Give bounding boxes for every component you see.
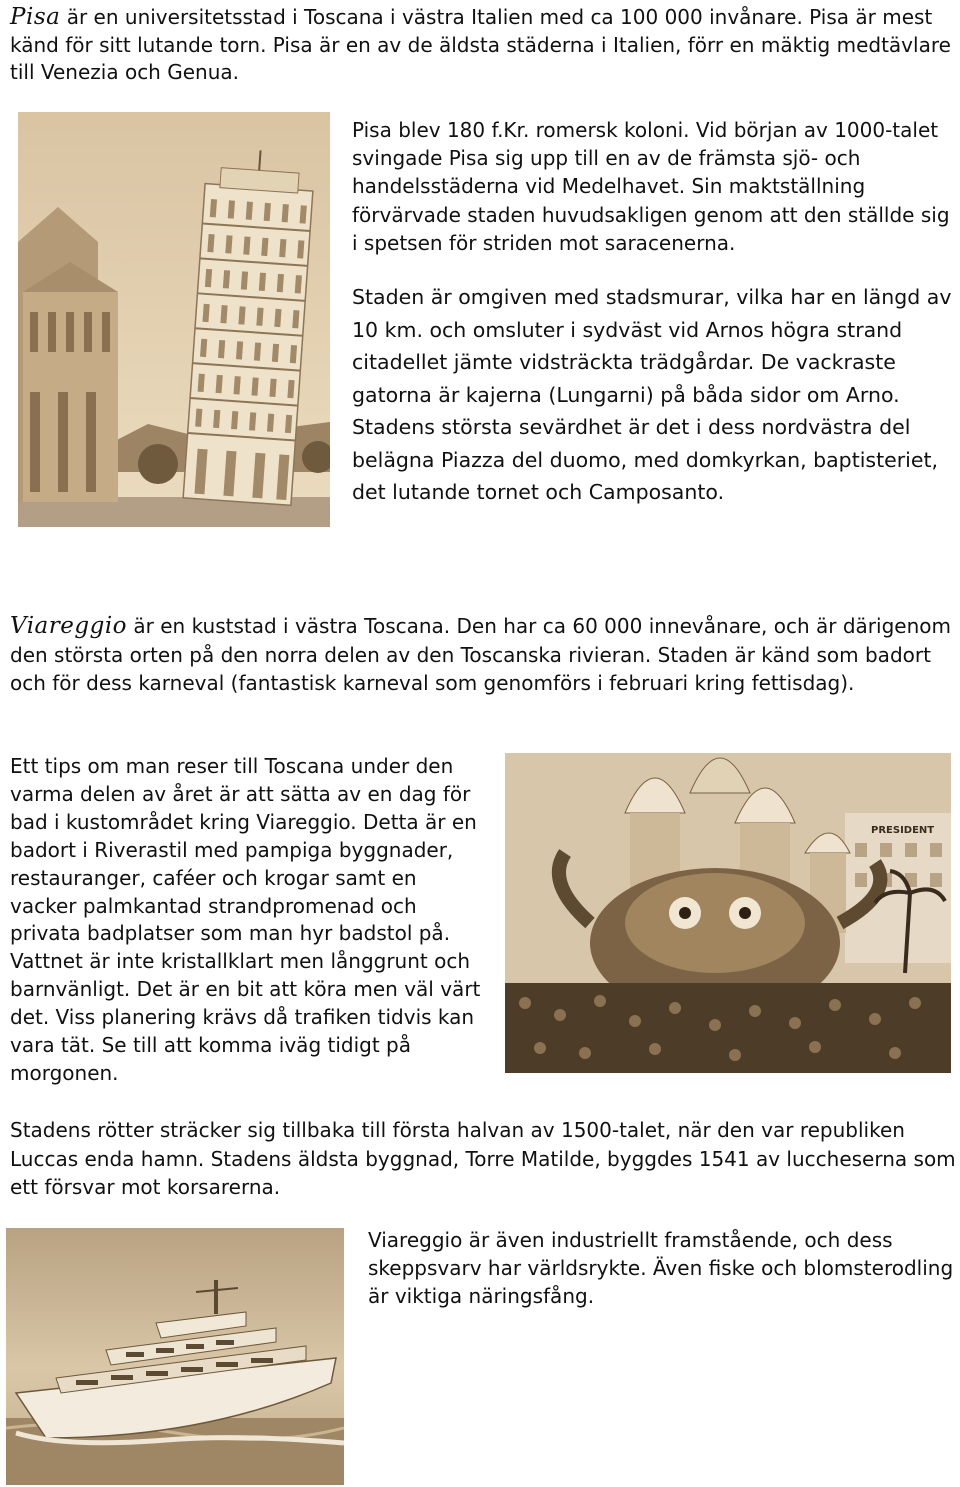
pisa-history: Pisa blev 180 f.Kr. romersk koloni. Vid början av 1000-talet svingade Pisa sig upp till en av de främsta sjö- och handelsstäderna vid Medelhavet. Sin maktställning förvärvade staden huvudsakligen genom att den ställde sig i spetsen för striden mot saracenerna. xyxy=(352,118,950,255)
viareggio-intro xyxy=(10,612,958,698)
leaning-tower-photo xyxy=(18,112,330,529)
pisa-lead-word: Pisa xyxy=(10,4,61,30)
viareggio-tips: Ett tips om man reser till Toscana under den varma delen av året är att sätta av en dag för bad i kustområdet kring Viareggio. Detta är en badort i Riverastil med pampiga byggnader, restauranger, caféer och krogar samt en vacker palmkantad strandpromenad och privata badplatser som man hyr badstol på. Vattnet är inte kristallklart men långgrunt och barnvänligt. Det är en bit att köra men väl värt det. Viss planering krävs då trafiken tidvis kan vara tät. Se till att komma iväg tidigt på morgonen. xyxy=(10,754,481,1085)
carnival-float-photo xyxy=(505,753,951,1073)
president-sign: PRESIDENT xyxy=(871,825,935,836)
pisa-walls: Staden är omgiven med stadsmurar, vilka har en längd av 10 km. och omsluter i sydväst vid Arnos högra strand citadellet jämte vidsträckta trädgårdar. De vackraste gatorna är kajerna (Lungarni) på båda sidor om Arno. Stadens största sevärdhet är det i dess nordvästra del belägna Piazza del duomo, med domkyrkan, baptisteriet, det lutande tornet och Camposanto. xyxy=(352,285,952,504)
viareggio-industry: Viareggio är även industriellt framstående, och dess skeppsvarv har världsrykte. Även fiske och blomsterodling är viktiga näringsfång. xyxy=(368,1228,954,1309)
pisa-intro xyxy=(10,4,958,87)
viareggio-roots: Stadens rötter sträcker sig tillbaka till första halvan av 1500-talet, när den var republiken Luccas enda hamn. Stadens äldsta byggnad, Torre Matilde, byggdes 1541 av luccheserna som ett försvar mot korsarerna. xyxy=(10,1118,956,1199)
viareggio-lead-word: Viareggio xyxy=(10,613,128,639)
pisa-intro-text: är en universitetsstad i Toscana i västra Italien med ca 100 000 invånare. Pisa är mest känd för sitt lutande torn. Pisa är en av de äldsta städerna i Italien, förr en mäktig medtävlare till Venezia och Genua. xyxy=(10,5,951,84)
yacht-photo xyxy=(6,1228,344,1485)
viareggio-intro-text: är en kuststad i västra Toscana. Den har ca 60 000 innevånare, och är därigenom den största orten på den norra delen av den Toscanska rivieran. Staden är känd som badort och för dess karneval (fantastisk karneval som genomförs i februari kring fettisdag). xyxy=(10,614,951,695)
